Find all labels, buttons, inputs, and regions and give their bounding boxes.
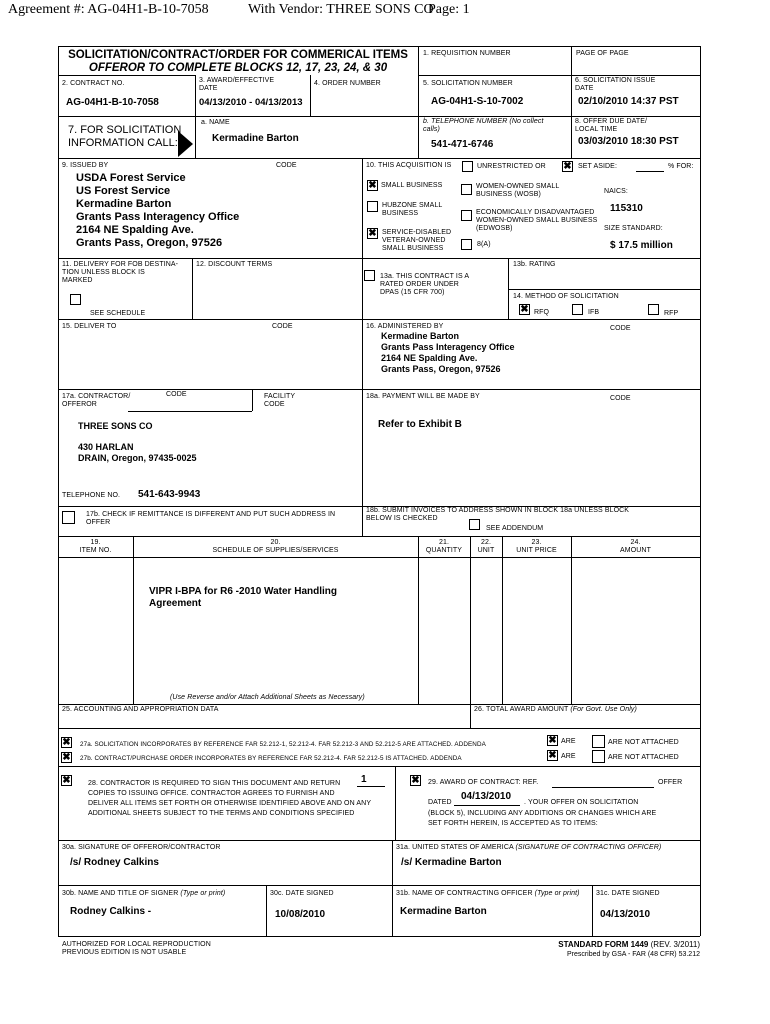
requisition-label: 1. REQUISITION NUMBER <box>423 50 511 57</box>
sig-30c-label: 30c. DATE SIGNED <box>270 890 334 897</box>
issued-by-code-label: CODE <box>276 162 297 169</box>
ifb-checkbox[interactable] <box>572 304 583 315</box>
contact-name: Kermadine Barton <box>212 133 299 144</box>
rating-label: 13b. RATING <box>513 261 556 268</box>
col-quantity: 21. QUANTITY <box>425 539 463 554</box>
unrestricted-checkbox[interactable] <box>462 161 473 172</box>
small-business-checkbox[interactable]: ✖ <box>368 180 377 191</box>
administered-code-label: CODE <box>610 325 631 332</box>
rfp-label: RFP <box>664 310 679 317</box>
addendum-label: SEE ADDENDUM <box>486 525 544 532</box>
payment-code-label: CODE <box>610 395 631 402</box>
form-subtitle: OFFEROR TO COMPLETE BLOCKS 12, 17, 23, 24, & 30 <box>88 62 388 74</box>
c29-label: 29. AWARD OF CONTRACT: REF. <box>428 779 539 786</box>
c27a-are-label: ARE <box>561 738 576 745</box>
agreement-number: Agreement #: AG-04H1-B-10-7058 <box>8 2 209 17</box>
accounting-label: 25. ACCOUNTING AND APPROPRIATION DATA <box>62 706 219 713</box>
col-unit-price: 23. UNIT PRICE <box>516 539 557 554</box>
sig-31c-label: 31c. DATE SIGNED <box>596 890 660 897</box>
c28-copies: 1 <box>361 774 367 785</box>
award-date-value: 04/13/2010 - 04/13/2013 <box>199 97 303 108</box>
edwosb-checkbox[interactable] <box>461 210 472 221</box>
c29-text2: (BLOCK 5), INCLUDING ANY ADDITIONS OR CHANGES WHICH ARE SET FORTH HEREIN, IS ACCEPTED AS TO ITEMS: <box>428 810 657 827</box>
contractor-address: 430 HARLAN DRAIN, Oregon, 97435-0025 <box>78 442 197 463</box>
c29-text1: . YOUR OFFER ON SOLICITATION <box>524 799 639 806</box>
contractor-label: 17a. CONTRACTOR/ OFFEROR <box>62 393 131 408</box>
solicitation-issue-date-label: 6. SOLICITATION ISSUE DATE <box>575 77 656 92</box>
sig-31c-value: 04/13/2010 <box>600 909 651 920</box>
award-date-label: 3. AWARD/EFFECTIVE DATE <box>199 77 275 92</box>
eight-a-checkbox[interactable] <box>461 239 472 250</box>
sig-31b-label: 31b. NAME OF CONTRACTING OFFICER (Type or print) <box>396 890 580 897</box>
c27b-checkbox[interactable]: ✖ <box>62 752 71 763</box>
c27a-not-attached-label: ARE NOT ATTACHED <box>608 739 679 746</box>
c29-offer-label: OFFER <box>658 779 683 786</box>
c29-dated-label: DATED <box>428 799 452 806</box>
col-schedule: 20. SCHEDULE OF SUPPLIES/SERVICES <box>212 539 339 554</box>
col-item-no: 19. ITEM NO. <box>79 539 112 554</box>
sdvosb-label: SERVICE-DISABLED VETERAN-OWNED SMALL BUSINESS <box>382 229 452 252</box>
administered-address: Kermadine Barton Grants Pass Interagency Office 2164 NE Spalding Ave. Grants Pass, Oregon, 97526 <box>381 331 515 374</box>
issued-by-label: 9. ISSUED BY <box>62 162 109 169</box>
remittance-label: 17b. CHECK IF REMITTANCE IS DIFFERENT AND PUT SUCH ADDRESS IN OFFER <box>86 511 336 526</box>
rated-label: 13a. THIS CONTRACT IS A RATED ORDER UNDER DPAS (15 CFR 700) <box>380 273 470 296</box>
total-award-label: 26. TOTAL AWARD AMOUNT (For Govt. Use Only) <box>474 706 637 713</box>
administered-label: 16. ADMINISTERED BY <box>366 323 444 330</box>
edwosb-label: ECONOMICALLY DISADVANTAGED WOMEN-OWNED SMALL BUSINESS (EDWOSB) <box>476 209 598 232</box>
naics-value: 115310 <box>610 203 643 214</box>
c28-checkbox[interactable]: ✖ <box>62 775 71 786</box>
vendor-name: With Vendor: THREE SONS CO <box>248 2 434 17</box>
deliver-to-label: 15. DELIVER TO <box>62 323 117 330</box>
c27a-checkbox[interactable]: ✖ <box>62 737 71 748</box>
acquisition-label: 10. THIS ACQUISITION IS <box>366 162 452 169</box>
rfq-label: RFQ <box>534 309 550 316</box>
solicitation-number-value: AG-04H1-S-10-7002 <box>431 96 524 107</box>
see-schedule-checkbox[interactable] <box>70 294 81 305</box>
c27a-are-checkbox[interactable]: ✖ <box>548 735 557 746</box>
telephone-label: b. TELEPHONE NUMBER (No collect calls) <box>423 118 544 133</box>
payment-value: Refer to Exhibit B <box>378 419 462 430</box>
solicitation-issue-date-value: 02/10/2010 14:37 PST <box>578 96 679 107</box>
col-amount: 24. AMOUNT <box>620 539 651 554</box>
invoices-label: 18b. SUBMIT INVOICES TO ADDRESS SHOWN IN BLOCK 18a UNLESS BLOCK BELOW IS CHECKED <box>366 507 630 522</box>
wosb-checkbox[interactable] <box>461 184 472 195</box>
c27b-not-attached-checkbox[interactable] <box>592 750 605 763</box>
reverse-note: (Use Reverse and/or Attach Additional Sheets as Necessary) <box>170 694 365 701</box>
c29-date-value: 04/13/2010 <box>461 791 512 802</box>
footer-reproduction: AUTHORIZED FOR LOCAL REPRODUCTION PREVIOUS EDITION IS NOT USABLE <box>62 941 211 956</box>
rated-checkbox[interactable] <box>364 270 375 281</box>
size-standard-label: SIZE STANDARD: <box>604 225 663 232</box>
sig-30c-value: 10/08/2010 <box>275 909 326 920</box>
contractor-name: THREE SONS CO <box>78 421 153 431</box>
eight-a-label: 8(A) <box>477 241 491 248</box>
sig-30a-label: 30a. SIGNATURE OF OFFEROR/CONTRACTOR <box>62 844 221 851</box>
c27a-not-attached-checkbox[interactable] <box>592 735 605 748</box>
arrow-icon <box>178 131 193 157</box>
footer-form-id: STANDARD FORM 1449 (REV. 3/2011) Prescribed by GSA - FAR (48 CFR) 53.212 <box>558 940 700 958</box>
contractor-code-label: CODE <box>166 391 187 398</box>
sig-31a-label: 31a. UNITED STATES OF AMERICA (SIGNATURE OF CONTRACTING OFFICER) <box>396 844 662 851</box>
offer-due-label: 8. OFFER DUE DATE/ LOCAL TIME <box>575 118 648 133</box>
hubzone-label: HUBZONE SMALL BUSINESS <box>382 202 443 217</box>
telephone-value: 541-471-6746 <box>431 139 494 150</box>
sig-31b-value: Kermadine Barton <box>400 906 487 917</box>
see-schedule-label: SEE SCHEDULE <box>90 310 146 317</box>
ifb-label: IFB <box>588 309 600 316</box>
c27b-text: 27b. CONTRACT/PURCHASE ORDER INCORPORATES BY REFERENCE FAR 52.212-4. FAR 52.212-5 IS ATTACHED. ADDENDA <box>80 755 462 762</box>
sdvosb-checkbox[interactable]: ✖ <box>368 228 377 239</box>
contract-no-value: AG-04H1-B-10-7058 <box>66 97 159 108</box>
rfp-checkbox[interactable] <box>648 304 659 315</box>
solicitation-number-label: 5. SOLICITATION NUMBER <box>423 80 513 87</box>
discount-label: 12. DISCOUNT TERMS <box>196 261 273 268</box>
page-number: Page: 1 <box>428 2 470 17</box>
set-aside-checkbox[interactable]: ✖ <box>563 161 572 172</box>
wosb-label: WOMEN-OWNED SMALL BUSINESS (WOSB) <box>476 183 560 198</box>
order-number-label: 4. ORDER NUMBER <box>314 80 381 87</box>
small-business-label: SMALL BUSINESS <box>381 182 443 189</box>
form-title: SOLICITATION/CONTRACT/ORDER FOR COMMERICAL ITEMS <box>68 49 408 61</box>
page-of-label: PAGE OF PAGE <box>576 50 629 57</box>
sig-31a-value: /s/ Kermadine Barton <box>401 857 502 868</box>
addendum-checkbox[interactable] <box>469 519 480 530</box>
payment-label: 18a. PAYMENT WILL BE MADE BY <box>366 393 480 400</box>
contractor-tel-value: 541-643-9943 <box>138 489 201 500</box>
method-label: 14. METHOD OF SOLICITATION <box>513 293 619 300</box>
issued-by-address: USDA Forest Service US Forest Service Kermadine Barton Grants Pass Interagency Office 2164 NE Spalding Ave. Grants Pass, Oregon, 97526 <box>76 172 240 249</box>
c27b-are-checkbox[interactable]: ✖ <box>548 750 557 761</box>
naics-label: NAICS: <box>604 188 628 195</box>
unrestricted-label: UNRESTRICTED OR <box>477 163 546 170</box>
contractor-tel-label: TELEPHONE NO. <box>62 492 121 499</box>
delivery-label: 11. DELIVERY FOR FOB DESTINA- TION UNLESS BLOCK IS MARKED <box>62 261 179 284</box>
rfq-checkbox[interactable]: ✖ <box>520 304 529 315</box>
hubzone-checkbox[interactable] <box>367 201 378 212</box>
col-unit: 22. UNIT <box>477 539 495 554</box>
c27b-are-label: ARE <box>561 753 576 760</box>
facility-code-label: FACILITY CODE <box>264 393 296 408</box>
c29-checkbox[interactable]: ✖ <box>411 775 420 786</box>
offer-due-value: 03/03/2010 18:30 PST <box>578 136 679 147</box>
remittance-checkbox[interactable] <box>62 511 75 524</box>
name-label: a. NAME <box>201 119 230 126</box>
c27b-not-attached-label: ARE NOT ATTACHED <box>608 754 679 761</box>
c27a-text: 27a. SOLICITATION INCORPORATES BY REFERENCE FAR 52.212-1, 52.212-4. FAR 52.212-3 AND 52.212-5 ARE ATTACHED. ADDENDA <box>80 741 486 748</box>
item-description: VIPR I-BPA for R6 -2010 Water Handling Agreement <box>149 586 337 609</box>
contract-no-label: 2. CONTRACT NO. <box>62 80 125 87</box>
pct-for-label: % FOR: <box>668 163 694 170</box>
size-standard-value: $ 17.5 million <box>610 240 673 251</box>
sig-30b-value: Rodney Calkins - <box>70 906 152 917</box>
deliver-to-code-label: CODE <box>272 323 293 330</box>
sig-30a-value: /s/ Rodney Calkins <box>70 857 159 868</box>
sig-30b-label: 30b. NAME AND TITLE OF SIGNER (Type or print) <box>62 890 226 897</box>
c28-text: 28. CONTRACTOR IS REQUIRED TO SIGN THIS DOCUMENT AND RETURN COPIES TO ISSUING OFFICE. CONTRACTOR AGREES TO FURNISH AND DELIVER ALL ITEMS SET FORTH OR OTHERWISE IDENTIFIED ABOVE AND ON ANY ADDITIONAL SHEETS SUBJECT TO THE TERMS AND CONDITIONS SPECIFIED <box>88 780 372 817</box>
info-call-label: 7. FOR SOLICITATION INFORMATION CALL: <box>68 124 182 149</box>
set-aside-label: SET ASIDE: <box>578 163 617 170</box>
